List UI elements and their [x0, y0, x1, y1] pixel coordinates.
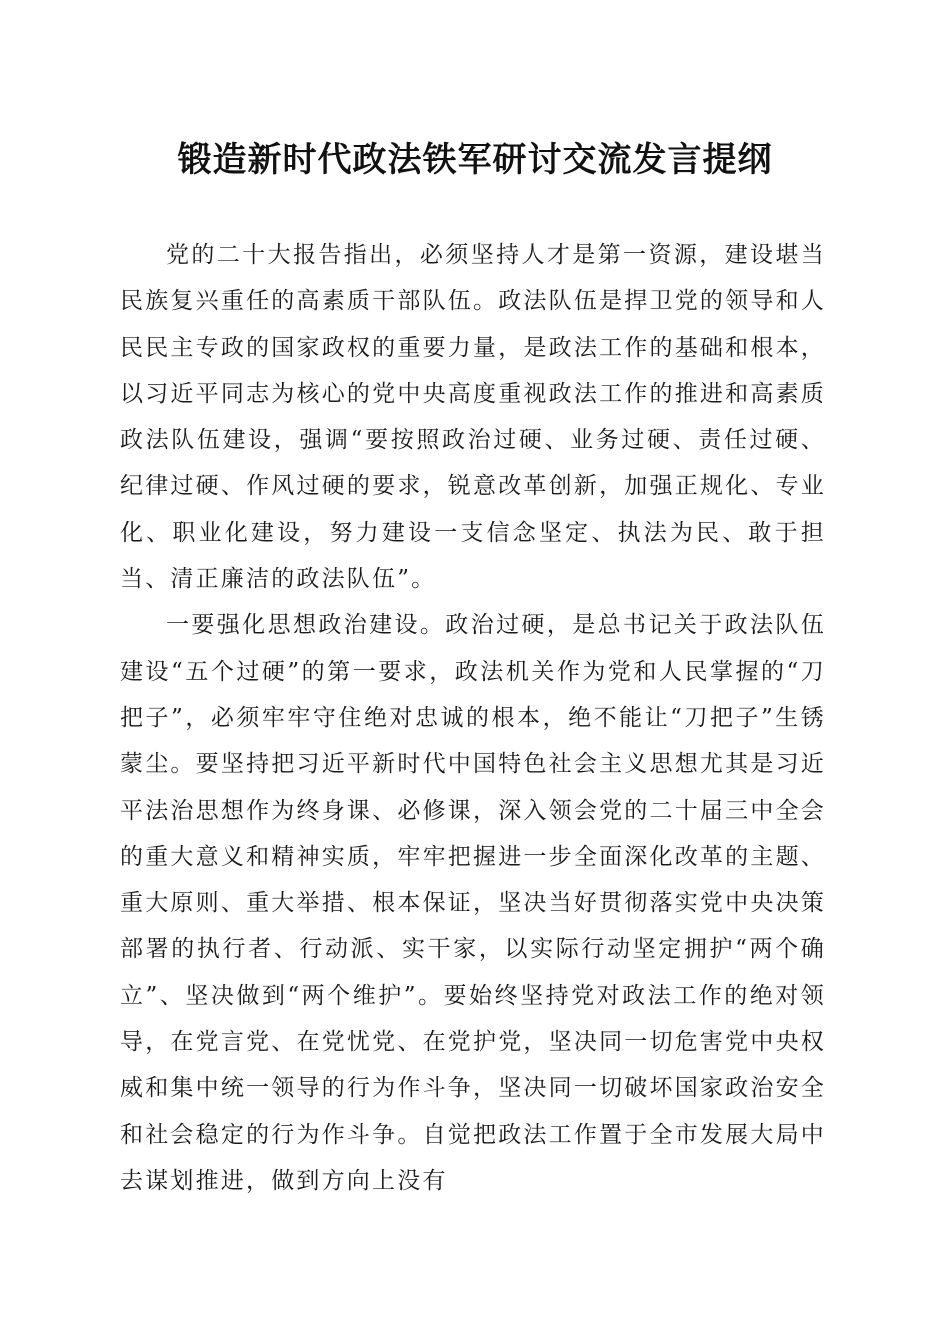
document-body	[120, 232, 826, 1204]
paragraph-political-building: 一要强化思想政治建设。政治过硬，是总书记关于政法队伍建设“五个过硬”的第一要求，政法机关作为党和人民掌握的“刀把子”，必须牢牢守住绝对忠诚的根本，绝不能让“刀把子”生锈蒙尘。要坚持把习近平新时代中国特色社会主义思想尤其是习近平法治思想作为终身课、必修课，深入领会党的二十届三中全会的重大意义和精神实质，牢牢把握进一步全面深化改革的主题、重大原则、重大举措、根本保证，坚决当好贯彻落实党中央决策部署的执行者、行动派、实干家，以实际行动坚定拥护“两个确立”、坚决做到“两个维护”。要始终坚持党对政法工作的绝对领导，在党言党、在党忧党、在党护党，坚决同一切危害党中央权威和集中统一领导的行为作斗争，坚决同一切破坏国家政治安全和社会稳定的行为作斗争。自觉把政法工作置于全市发展大局中去谋划推进，做到方向上没有	[120, 612, 826, 1194]
paragraph-intro: 党的二十大报告指出，必须坚持人才是第一资源，建设堪当民族复兴重任的高素质干部队伍。政法队伍是捍卫党的领导和人民民主专政的国家政权的重要力量，是政法工作的基础和根本，以习近平同志为核心的党中央高度重视政法工作的推进和高素质政法队伍建设，强调“要按照政治过硬、业务过硬、责任过硬、纪律过硬、作风过硬的要求，锐意改革创新，加强正规化、专业化、职业化建设，努力建设一支信念坚定、执法为民、敢于担当、清正廉洁的政法队伍”。	[120, 242, 826, 593]
document-title: 锻造新时代政法铁军研讨交流发言提纲	[177, 140, 773, 180]
